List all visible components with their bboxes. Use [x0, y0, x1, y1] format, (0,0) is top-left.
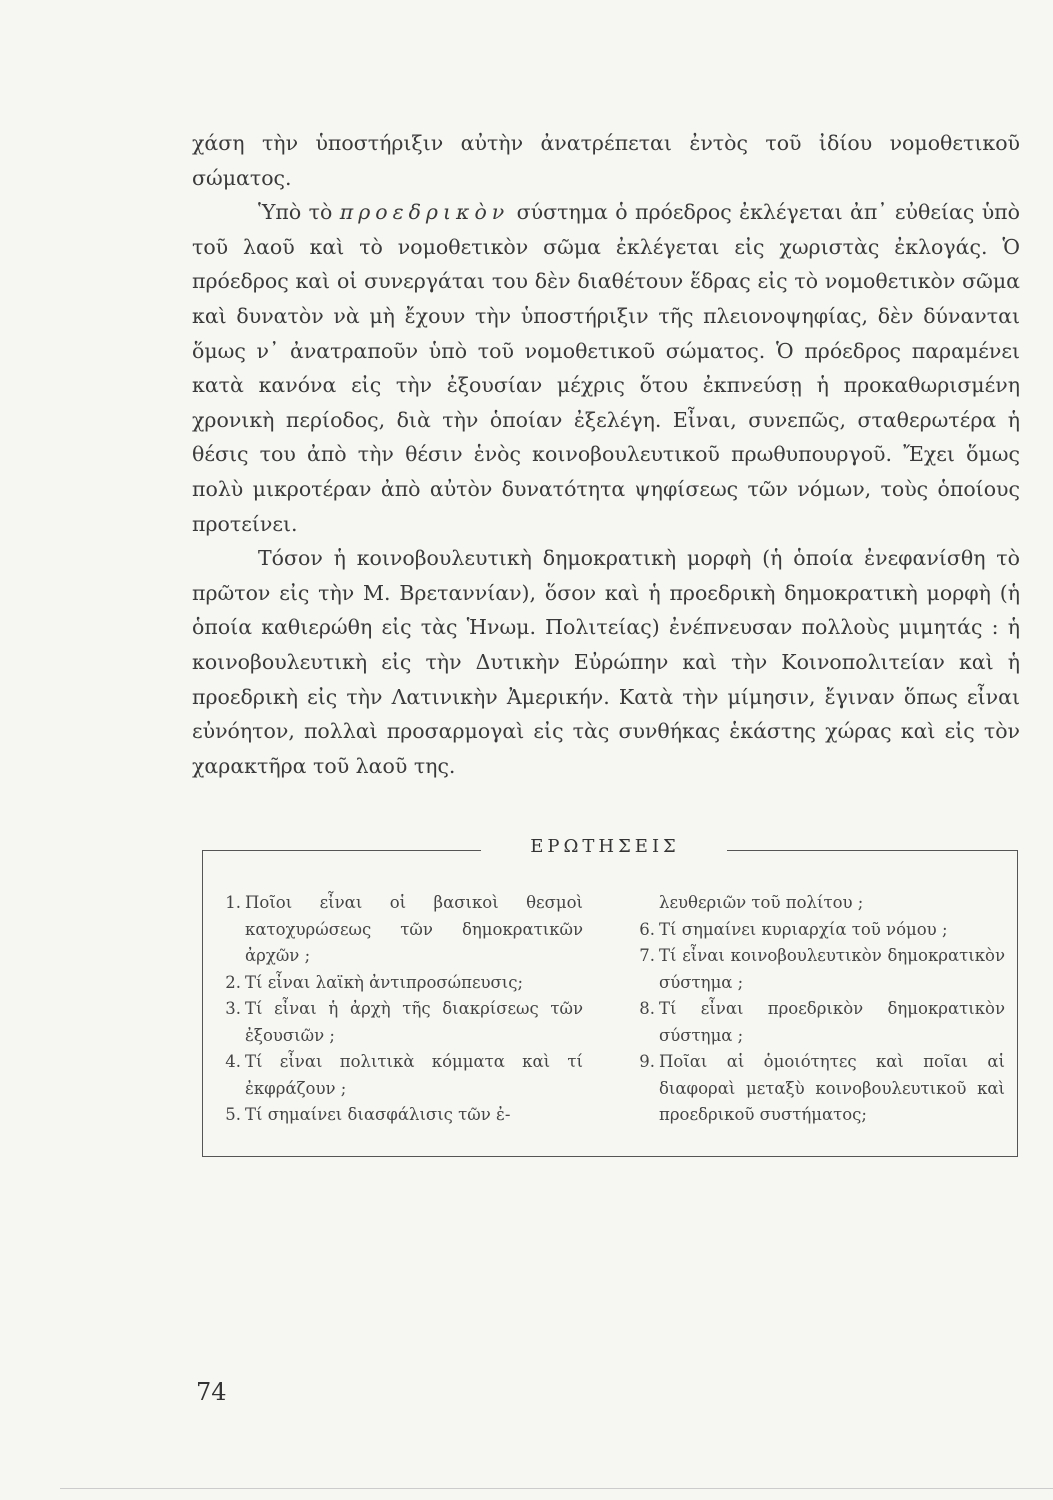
paragraph-3: Τόσον ἡ κοινοβουλευτικὴ δημοκρατικὴ μορφὴ (ἡ ὁποία ἐνεφανίσθη τὸ πρῶτον εἰς τὴν Μ. Βρεταννίαν), ὅσον καὶ ἡ προεδρικὴ δημοκρατικὴ μορφὴ (ἡ ὁποία καθιερώθη εἰς τὰς Ἡνωμ. Πολιτείας) ἐνέπνευσαν πολλοὺς μιμητάς : ἡ κοινοβουλευτικὴ εἰς τὴν Δυτικὴν Εὐρώπην καὶ τὴν Κοινοπολιτείαν καὶ ἡ προεδρικὴ εἰς τὴν Λατινικὴν Ἀμερικήν. Κατὰ τὴν μίμησιν, ἔγιναν ὅπως εἶναι εὐνόητον, πολλαὶ προσαρμογαὶ εἰς τὰς συνθήκας ἑκάστης χώρας καὶ εἰς τὸν χαρακτῆρα τοῦ λαοῦ της.: [192, 546, 1020, 778]
bottom-rule: [60, 1488, 1053, 1489]
questions-column-right: [627, 890, 1005, 1129]
emphasized-term: προεδρικὸν: [339, 200, 510, 225]
page-number: 74: [196, 1378, 227, 1406]
question-2: 2. Τί εἶναι λαϊκὴ ἀντιπροσώπευσις;: [225, 972, 524, 992]
question-8: 8. Τί εἶναι προεδρικὸν δημοκρατικὸν σύστημα ;: [639, 999, 1005, 1045]
question-3: 3. Τί εἶναι ἡ ἀρχὴ τῆς διακρίσεως τῶν ἐξουσιῶν ;: [225, 999, 583, 1045]
questions-box: [202, 836, 1018, 1157]
question-4: 4. Τί εἶναι πολιτικὰ κόμματα καὶ τί ἐκφράζουν ;: [225, 1052, 583, 1098]
paragraph-2-rest: σύστημα ὁ πρόεδρος ἐκλέγεται ἀπ᾽ εὐθείας ὑπὸ τοῦ λαοῦ καὶ τὸ νομοθετικὸν σῶμα ἐκλέγεται εἰς χωριστὰς ἐκλογάς. Ὁ πρόεδρος καὶ οἱ συνεργάται του δὲν διαθέτουν ἕδρας εἰς τὸ νομοθετικὸν σῶμα καὶ δυνατὸν νὰ μὴ ἔχουν τὴν ὑποστήριξιν τῆς πλειονοψηφίας, δὲν δύνανται ὅμως ν᾽ ἀνατραποῦν ὑπὸ τοῦ νομοθετικοῦ σώματος. Ὁ πρόεδρος παραμένει κατὰ κανόνα εἰς τὴν ἐξουσίαν μέχρις ὅτου ἐκπνεύσῃ ἡ προκαθωρισμένη χρονικὴ περίοδος, διὰ τὴν ὁποίαν ἐξελέγη. Εἶναι, συνεπῶς, σταθερωτέρα ἡ θέσις του ἀπὸ τὴν θέσιν ἑνὸς κοινοβουλευτικοῦ πρωθυπουργοῦ. Ἔχει ὅμως πολὺ μικροτέραν ἀπὸ αὐτὸν δυνατότητα ψηφίσεως τῶν νόμων, τοὺς ὁποίους προτείνει.: [192, 200, 1020, 536]
question-5: 5. Τί σημαίνει διασφάλισις τῶν ἐ-: [225, 1105, 511, 1124]
questions-title: ΕΡΩΤΗΣΕΙΣ: [530, 836, 680, 857]
title-rule-left: [203, 850, 481, 851]
question-1: 1. Ποῖοι εἶναι οἱ βασικοὶ θεσμοὶ κατοχυρώσεως τῶν δημοκρατικῶν ἀρχῶν ;: [225, 893, 583, 965]
paragraph-2: [192, 195, 1020, 541]
title-rule-right: [727, 850, 1017, 851]
paragraph-2-lead: Ὑπὸ τὸ: [258, 200, 333, 225]
question-9: 9. Ποῖαι αἱ ὁμοιότητες καὶ ποῖαι αἱ διαφοραὶ μεταξὺ κοινοβουλευτικοῦ καὶ προεδρικοῦ συστήματος;: [639, 1052, 1005, 1124]
questions-column-left: [213, 890, 583, 1129]
body-text: [192, 126, 1020, 783]
question-5-continued: λευθεριῶν τοῦ πολίτου ;: [659, 893, 864, 912]
question-7: 7. Τί εἶναι κοινοβουλευτικὸν δημοκρατικὸν σύστημα ;: [639, 946, 1005, 992]
question-6: 6. Τί σημαίνει κυριαρχία τοῦ νόμου ;: [639, 919, 948, 939]
paragraph-1: χάση τὴν ὑποστήριξιν αὐτὴν ἀνατρέπεται ἐντὸς τοῦ ἰδίου νομοθετικοῦ σώματος.: [192, 131, 1020, 190]
